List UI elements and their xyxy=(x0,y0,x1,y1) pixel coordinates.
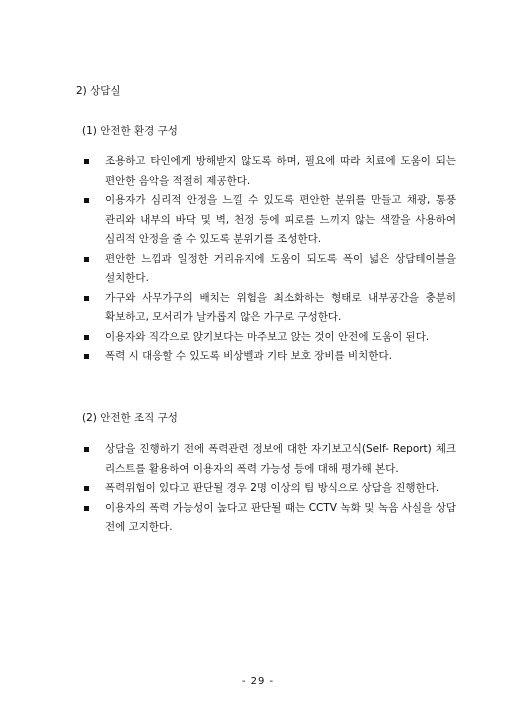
list-item xyxy=(84,328,456,348)
list-item-text: 이용자와 직각으로 앉기보다는 마주보고 앉는 것이 안전에 도움이 된다. xyxy=(105,330,430,343)
list-item xyxy=(84,152,456,191)
list-item xyxy=(84,347,456,367)
list-item-text: 조용하고 타인에게 방해받지 않도록 하며, 필요에 따라 치료에 도움이 되는 편안한 음악을 적절히 제공한다. xyxy=(105,155,456,187)
subsection-title-safe-environment: (1) 안전한 환경 구성 xyxy=(82,125,178,137)
square-bullet-icon xyxy=(84,447,89,452)
list-item xyxy=(84,479,456,499)
page-number: - 29 - xyxy=(241,676,275,687)
list-item-text: 이용자가 심리적 안정을 느낄 수 있도록 편안한 분위를 만들고 채광, 통풍 관리와 내부의 바닥 및 벽, 천정 등에 피로를 느끼지 않는 색깔을 사용하여 심리적 안정을 줄 수 있도록 분위기를 조성한다. xyxy=(105,194,456,245)
square-bullet-icon xyxy=(84,354,89,359)
list-item-text: 편안한 느낌과 일정한 거리유지에 도움이 되도록 폭이 넓은 상담테이블을 설치한다. xyxy=(105,252,456,284)
list-item-text: 폭력위험이 있다고 판단될 경우 2명 이상의 팀 방식으로 상담을 진행한다. xyxy=(105,482,440,494)
section-title: 2) 상담실 xyxy=(76,85,121,97)
list-item xyxy=(84,289,456,328)
bullet-list-safe-environment xyxy=(84,152,456,367)
subsection-title-safe-organization: (2) 안전한 조직 구성 xyxy=(82,412,178,424)
list-item-text: 상담을 진행하기 전에 폭력관련 정보에 대한 자기보고식(Self- Report) 체크 리스트를 활용하여 이용자의 폭력 가능성 등에 대해 평가해 본다. xyxy=(105,443,456,475)
list-item-text: 이용자의 폭력 가능성이 높다고 판단될 때는 CCTV 녹화 및 녹음 사실을 상담 전에 고지한다. xyxy=(105,501,456,533)
list-item-text: 가구와 사무가구의 배치는 위험을 최소화하는 형태로 내부공간을 충분히 확보하고, 모서리가 날카롭지 않은 가구로 구성한다. xyxy=(105,291,456,323)
list-item xyxy=(84,250,456,289)
bullet-list-safe-organization xyxy=(84,440,456,538)
list-item xyxy=(84,499,456,538)
list-item xyxy=(84,191,456,250)
square-bullet-icon xyxy=(84,335,89,340)
square-bullet-icon xyxy=(84,486,89,491)
square-bullet-icon xyxy=(84,296,89,301)
square-bullet-icon xyxy=(84,159,89,164)
list-item-text: 폭력 시 대응할 수 있도록 비상벨과 기타 보호 장비를 비치한다. xyxy=(105,350,392,362)
list-item xyxy=(84,440,456,479)
square-bullet-icon xyxy=(84,506,89,511)
square-bullet-icon xyxy=(84,257,89,262)
square-bullet-icon xyxy=(84,198,89,203)
